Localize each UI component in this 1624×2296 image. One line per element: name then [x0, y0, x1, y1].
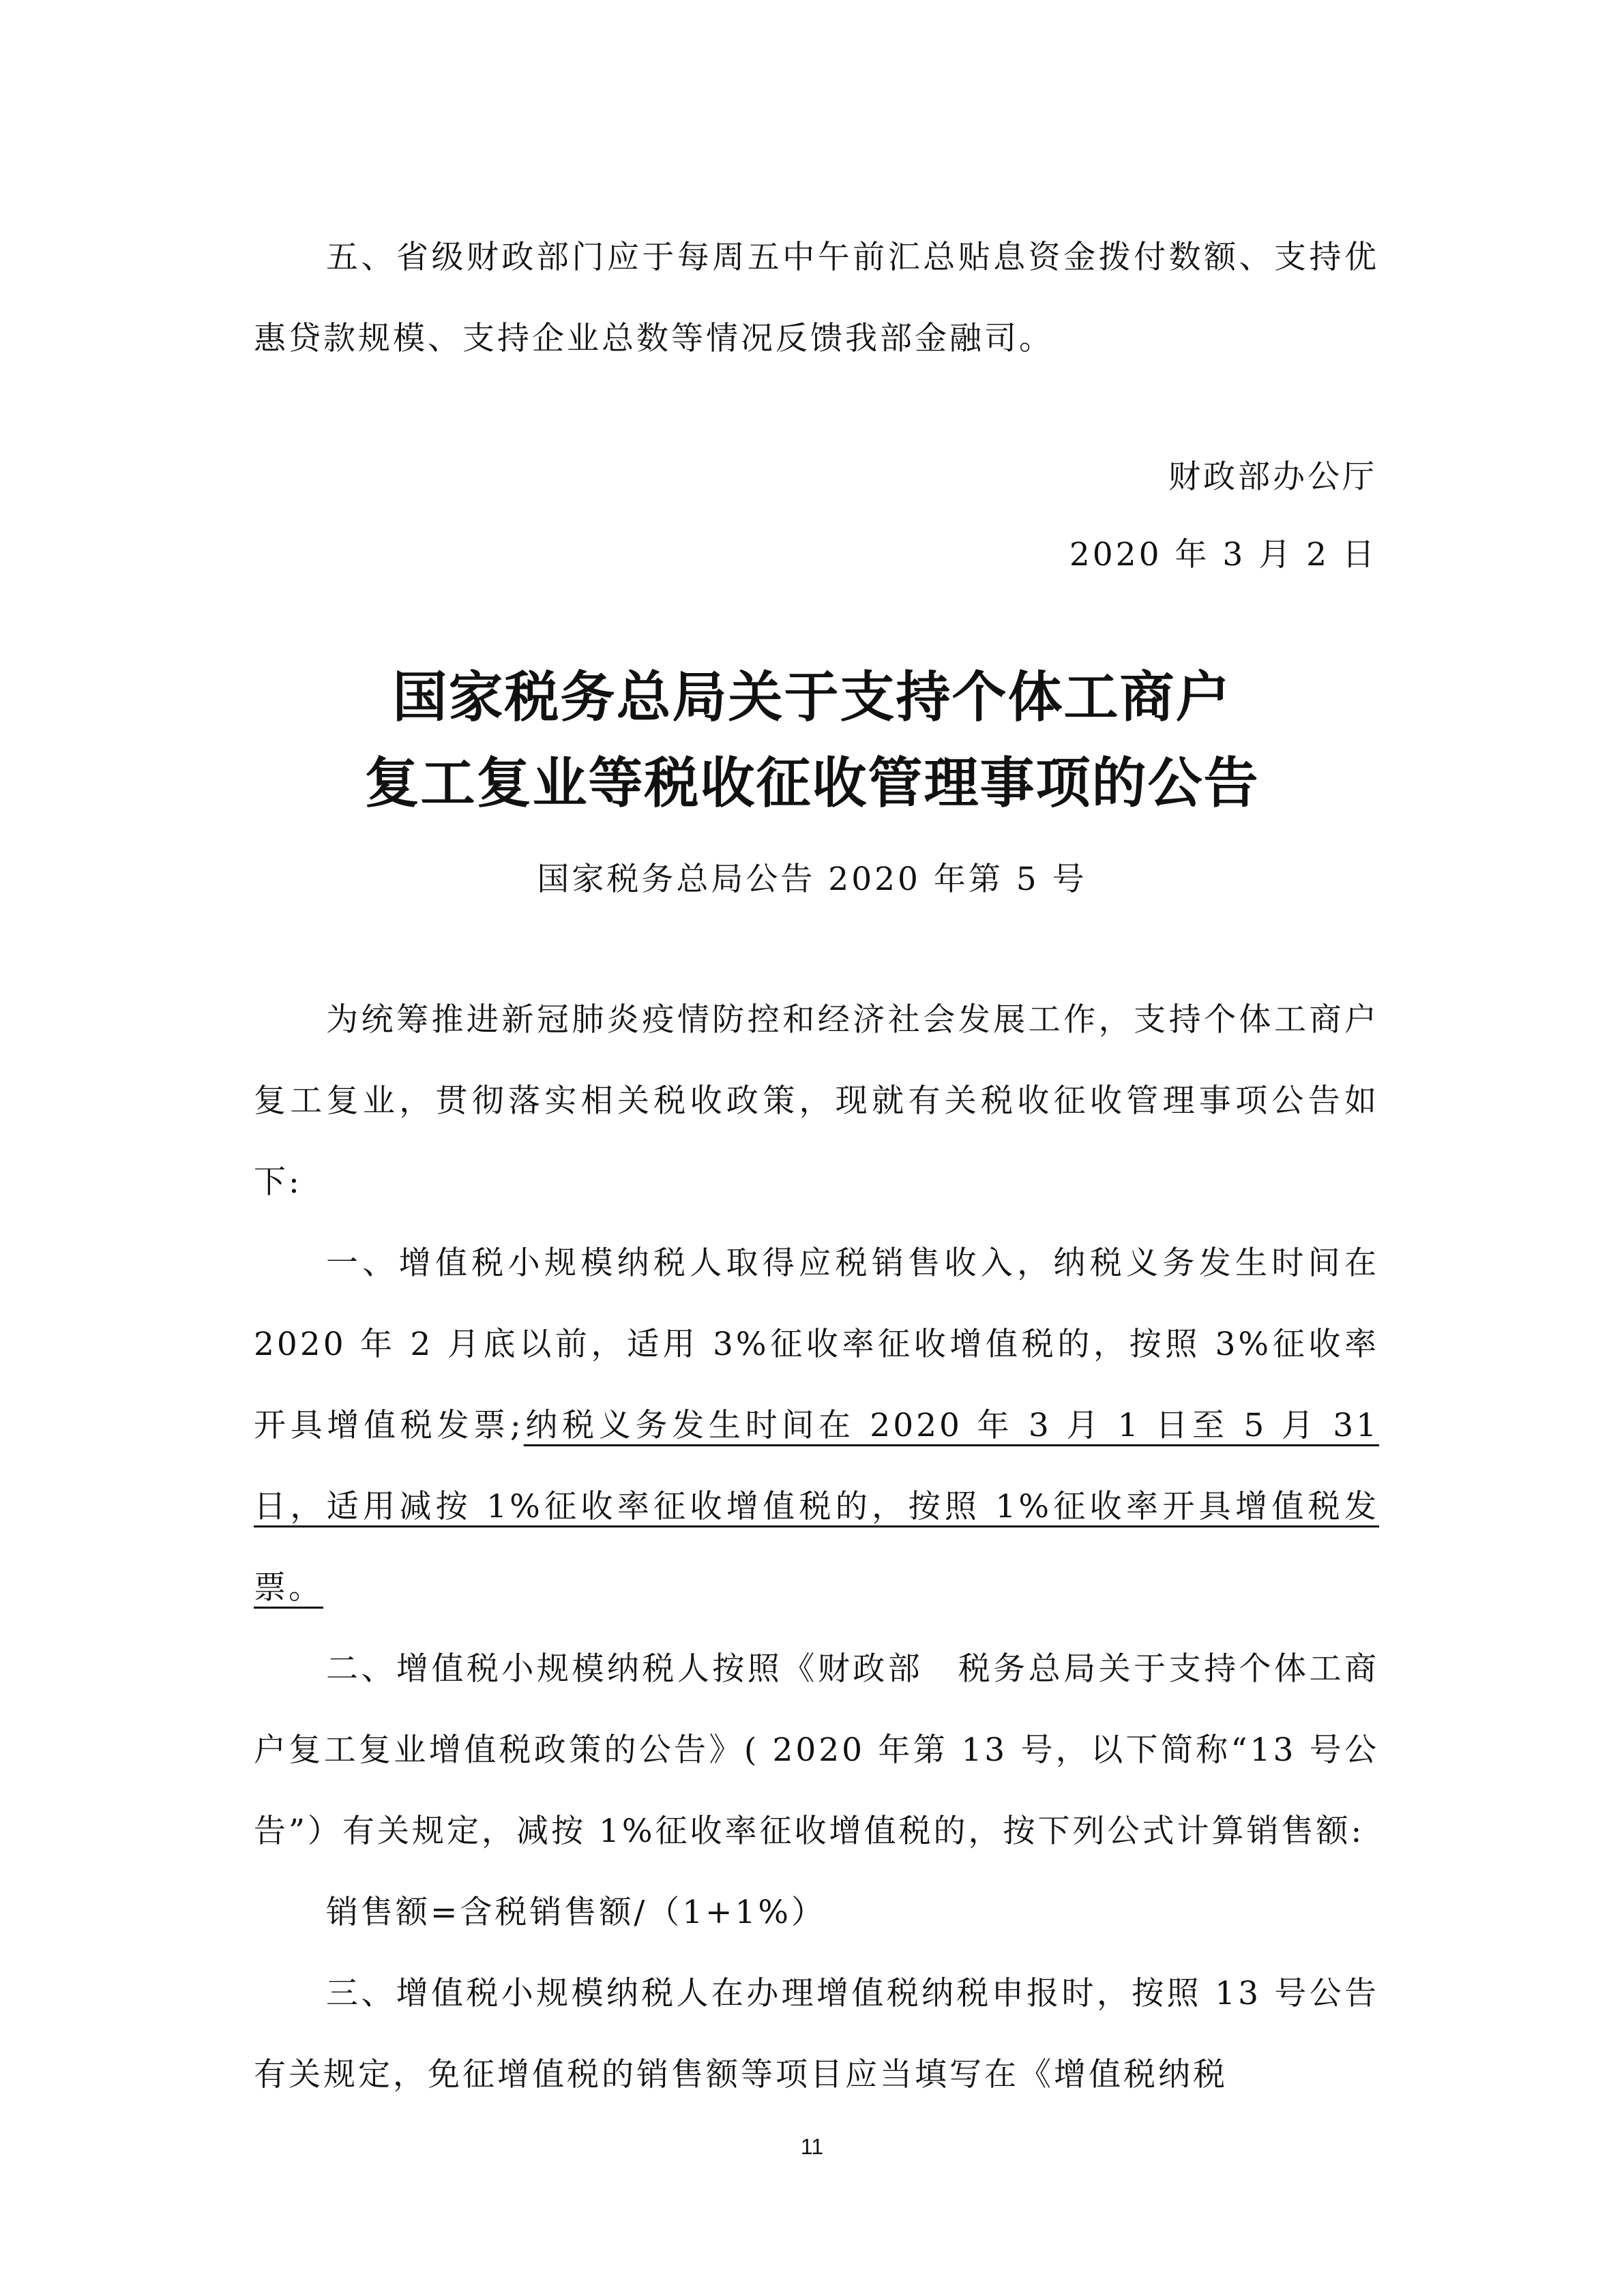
item-two-paragraph: 二、增值税小规模纳税人按照《财政部 税务总局关于支持个体工商户复工复业增值税政策的公告》( 2020 年第 13 号，以下简称“13 号公告”）有关规定，减按 1%征收率征收增值税的，按下列公式计算销售额: [254, 1650, 1379, 1850]
intro-paragraph: 为统筹推进新冠肺炎疫情防控和经济社会发展工作，支持个体工商户复工复业，贯彻落实相关税收政策，现就有关税收征收管理事项公告如下: [254, 1001, 1379, 1201]
issue-date: 2020 年 3 月 2 日 [1069, 536, 1377, 573]
document-number: 国家税务总局公告 2020 年第 5 号 [537, 861, 1087, 898]
issuer-signature: 财政部办公厅 [1168, 458, 1377, 496]
announcement-title [0, 655, 1624, 826]
page-number: 11 [800, 2134, 824, 2159]
title-line-2: 复工复业等税收征收管理事项的公告 [364, 751, 1260, 815]
title-line-1: 国家税务总局关于支持个体工商户 [392, 666, 1232, 729]
previous-notice-item [254, 217, 1379, 379]
item-three-paragraph: 三、增值税小规模纳税人在办理增值税纳税申报时，按照 13 号公告有关规定，免征增值税的销售额等项目应当填写在《增值税纳税 [254, 1975, 1379, 2093]
item-one-paragraph [254, 1223, 1379, 1628]
item-five-paragraph: 五、省级财政部门应于每周五中午前汇总贴息资金拨付数额、支持优惠贷款规模、支持企业总数等情况反馈我部金融司。 [254, 239, 1379, 357]
formula-line: 销售额=含税销售额/（1+1%） [326, 1894, 827, 1931]
announcement-body [254, 979, 1379, 2115]
item-one-text: 一、增值税小规模纳税人取得应税销售收入，纳税义务发生时间在 2020 年 2 月底以前，适用 3%征收率征收增值税的，按照 3%征收率开具增值税发票; [254, 1244, 1379, 1444]
item-one-underlined-text: 纳税义务发生时间在 2020 年 3 月 1 日至 5 月 31 日，适用减按 1%征收率征收增值税的，按照 1%征收率开具增值税发票。 [254, 1407, 1379, 1607]
